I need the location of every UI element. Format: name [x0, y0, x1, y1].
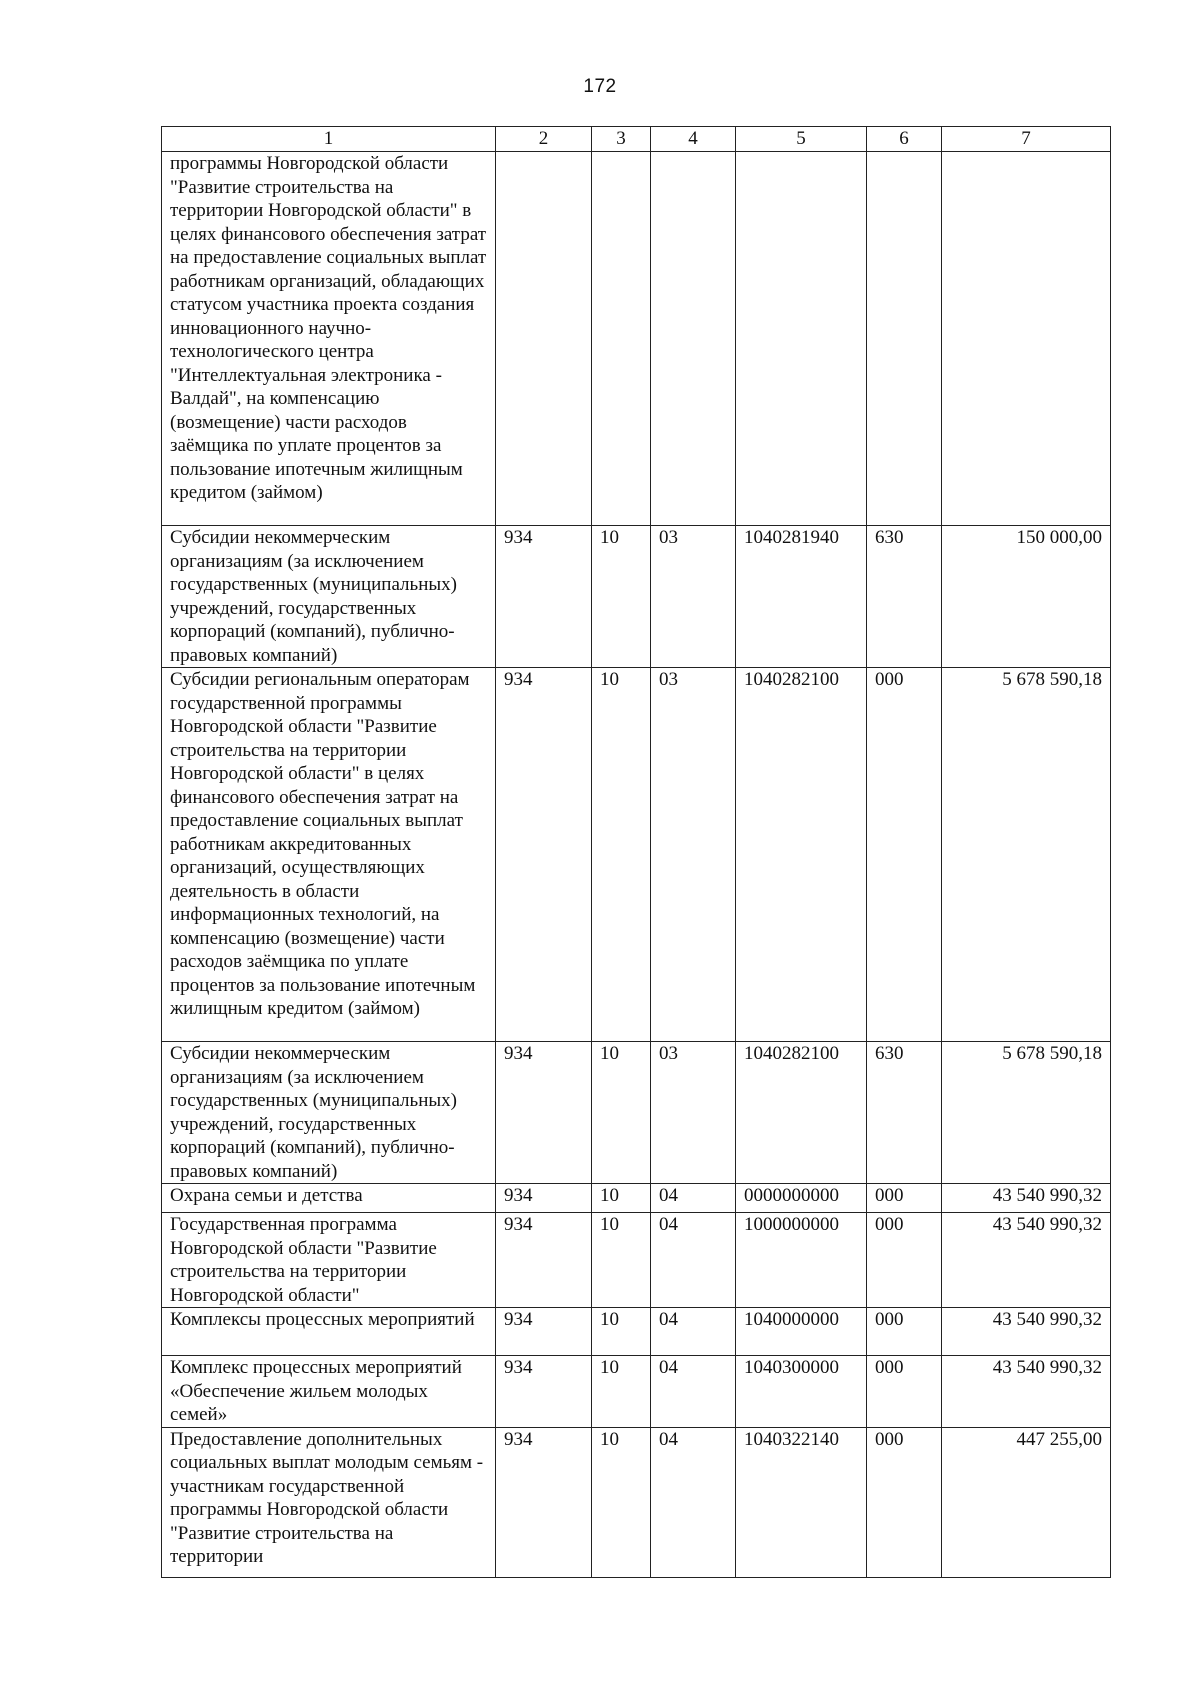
- cell-subsection: 03: [651, 526, 736, 668]
- cell-expense-type: 630: [867, 526, 942, 668]
- cell-subsection: 03: [651, 1042, 736, 1184]
- cell-amount: 5 678 590,18: [942, 668, 1111, 1042]
- cell-target-article: [736, 152, 867, 526]
- cell-subsection: 03: [651, 668, 736, 1042]
- cell-amount: 150 000,00: [942, 526, 1111, 668]
- cell-section: 10: [592, 1356, 651, 1428]
- cell-section: [592, 152, 651, 526]
- cell-expense-type: 000: [867, 1213, 942, 1308]
- table-row: [162, 1042, 1111, 1184]
- cell-section: 10: [592, 1184, 651, 1213]
- cell-expense-type: 000: [867, 668, 942, 1042]
- table-row: [162, 1184, 1111, 1213]
- row-name: Субсидии некоммерческим организациям (за исключением государственных (муниципальных) учреждений, государственных корпораций (компаний), публично-правовых компаний): [162, 1042, 496, 1184]
- row-name: Комплекс процессных мероприятий «Обеспечение жильем молодых семей»: [162, 1356, 496, 1428]
- cell-amount: 43 540 990,32: [942, 1308, 1111, 1356]
- table-header-row: [162, 127, 1111, 152]
- row-name: Субсидии региональным операторам государственной программы Новгородской области "Развитие строительства на территории Новгородской области" в целях финансового обеспечения затрат на предоставление социальных выплат работникам аккредитованных организаций, осуществляющих деятельность в области информационных технологий, на компенсацию (возмещение) части расходов заёмщика по уплате процентов за пользование ипотечным жилищным кредитом (займом): [162, 668, 496, 1042]
- cell-admin-code: [496, 152, 592, 526]
- table-row: [162, 1356, 1111, 1428]
- table-row: [162, 1213, 1111, 1308]
- cell-target-article: 1040300000: [736, 1356, 867, 1428]
- cell-target-article: 0000000000: [736, 1184, 867, 1213]
- column-header: 1: [162, 127, 496, 152]
- cell-subsection: 04: [651, 1213, 736, 1308]
- column-header: 7: [942, 127, 1111, 152]
- cell-expense-type: [867, 152, 942, 526]
- cell-amount: [942, 152, 1111, 526]
- cell-amount: 5 678 590,18: [942, 1042, 1111, 1184]
- cell-target-article: 1040282100: [736, 668, 867, 1042]
- page-number: 172: [583, 76, 617, 97]
- cell-section: 10: [592, 1308, 651, 1356]
- cell-expense-type: 630: [867, 1042, 942, 1184]
- cell-subsection: 04: [651, 1308, 736, 1356]
- cell-admin-code: 934: [496, 1427, 592, 1577]
- row-name: Комплексы процессных мероприятий: [162, 1308, 496, 1356]
- column-header: 4: [651, 127, 736, 152]
- row-name: Охрана семьи и детства: [162, 1184, 496, 1213]
- cell-target-article: 1040282100: [736, 1042, 867, 1184]
- cell-admin-code: 934: [496, 1308, 592, 1356]
- cell-section: 10: [592, 1042, 651, 1184]
- column-header: 6: [867, 127, 942, 152]
- column-header: 5: [736, 127, 867, 152]
- cell-section: 10: [592, 1213, 651, 1308]
- cell-admin-code: 934: [496, 1042, 592, 1184]
- row-name: Субсидии некоммерческим организациям (за исключением государственных (муниципальных) учреждений, государственных корпораций (компаний), публично-правовых компаний): [162, 526, 496, 668]
- cell-admin-code: 934: [496, 668, 592, 1042]
- cell-admin-code: 934: [496, 1356, 592, 1428]
- cell-expense-type: 000: [867, 1184, 942, 1213]
- cell-section: 10: [592, 1427, 651, 1577]
- cell-target-article: 1040322140: [736, 1427, 867, 1577]
- table-row: [162, 1427, 1111, 1577]
- cell-expense-type: 000: [867, 1356, 942, 1428]
- column-header: 2: [496, 127, 592, 152]
- cell-target-article: 1040281940: [736, 526, 867, 668]
- cell-target-article: 1000000000: [736, 1213, 867, 1308]
- cell-admin-code: 934: [496, 1184, 592, 1213]
- cell-subsection: 04: [651, 1427, 736, 1577]
- column-header: 3: [592, 127, 651, 152]
- cell-section: 10: [592, 668, 651, 1042]
- table-row: [162, 152, 1111, 526]
- row-name: Государственная программа Новгородской области "Развитие строительства на территории Новгородской области": [162, 1213, 496, 1308]
- cell-subsection: 04: [651, 1184, 736, 1213]
- table-row: [162, 668, 1111, 1042]
- cell-subsection: [651, 152, 736, 526]
- row-name: Предоставление дополнительных социальных выплат молодым семьям - участникам государственной программы Новгородской области "Развитие строительства на территории: [162, 1427, 496, 1577]
- cell-subsection: 04: [651, 1356, 736, 1428]
- cell-amount: 43 540 990,32: [942, 1213, 1111, 1308]
- table-row: [162, 1308, 1111, 1356]
- cell-expense-type: 000: [867, 1427, 942, 1577]
- cell-expense-type: 000: [867, 1308, 942, 1356]
- budget-table: [161, 126, 1111, 1578]
- cell-target-article: 1040000000: [736, 1308, 867, 1356]
- cell-amount: 43 540 990,32: [942, 1184, 1111, 1213]
- table-row: [162, 526, 1111, 668]
- cell-admin-code: 934: [496, 1213, 592, 1308]
- cell-admin-code: 934: [496, 526, 592, 668]
- row-name: программы Новгородской области "Развитие строительства на территории Новгородской области" в целях финансового обеспечения затрат на предоставление социальных выплат работникам организаций, обладающих статусом участника проекта создания инновационного научно-технологического центра "Интеллектуальная электроника - Валдай", на компенсацию (возмещение) части расходов заёмщика по уплате процентов за пользование ипотечным жилищным кредитом (займом): [162, 152, 496, 526]
- cell-section: 10: [592, 526, 651, 668]
- cell-amount: 447 255,00: [942, 1427, 1111, 1577]
- cell-amount: 43 540 990,32: [942, 1356, 1111, 1428]
